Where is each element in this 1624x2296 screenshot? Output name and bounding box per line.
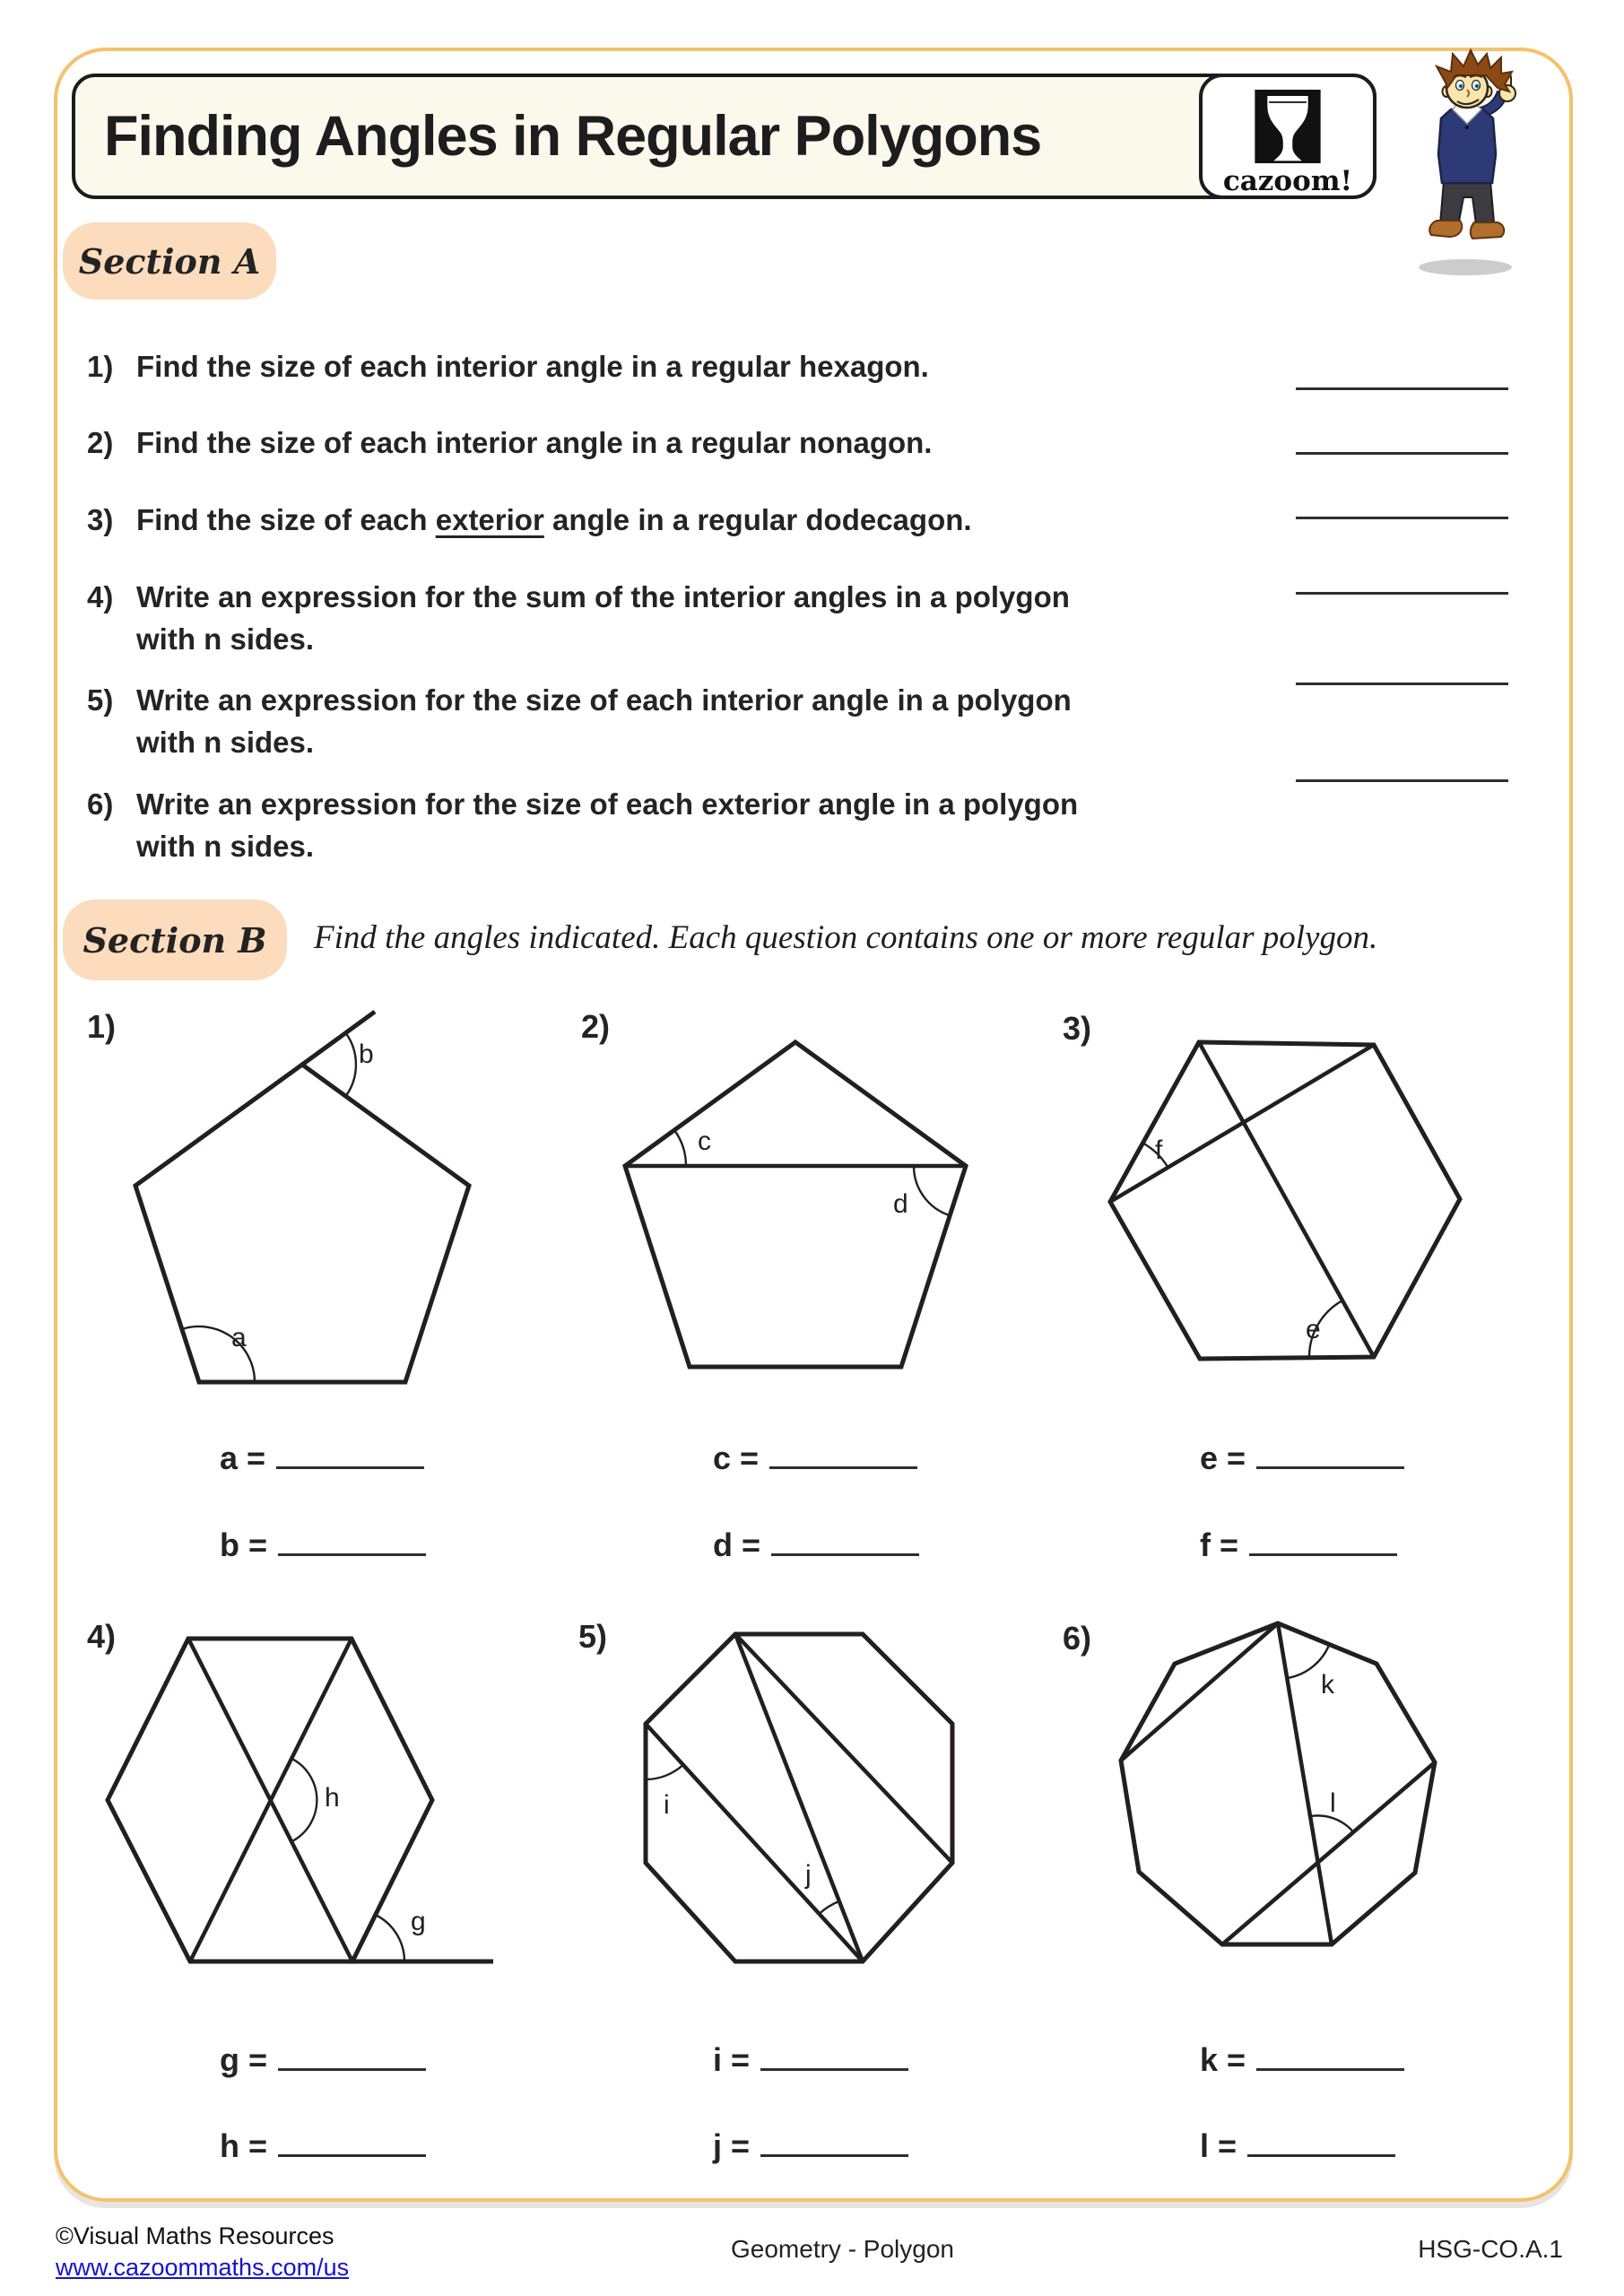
question-text: Find the size of each interior angle in a regular nonagon. bbox=[136, 426, 933, 459]
answer-label: i = bbox=[713, 2041, 751, 2078]
angle-label-g: g bbox=[411, 1907, 426, 1936]
question-text-underlined: exterior bbox=[435, 503, 544, 536]
answer-row-l bbox=[1200, 2118, 1395, 2165]
question-number: 1) bbox=[87, 350, 114, 383]
title-box bbox=[72, 74, 1376, 199]
answer-label: c = bbox=[713, 1439, 760, 1476]
answer-row-j bbox=[713, 2118, 908, 2165]
question-text-line2: with n sides. bbox=[136, 726, 315, 759]
answer-blank-q3 bbox=[1296, 517, 1508, 519]
angle-label-b: b bbox=[359, 1039, 374, 1069]
angle-label-h: h bbox=[325, 1783, 340, 1813]
problem-number-4: 4) bbox=[87, 1618, 117, 1655]
answer-blank bbox=[278, 2118, 426, 2157]
answer-label: g = bbox=[220, 2041, 268, 2078]
question-text-line2: with n sides. bbox=[136, 830, 315, 863]
diagram-2-pentagon bbox=[556, 987, 1058, 1408]
answer-label: b = bbox=[220, 1526, 268, 1563]
drum-icon bbox=[1255, 90, 1321, 163]
question-number: 6) bbox=[87, 787, 114, 821]
angle-label-i: i bbox=[664, 1790, 670, 1820]
footer-standard-code: HSG-CO.A.1 bbox=[1418, 2235, 1563, 2263]
answer-blank bbox=[1256, 1431, 1404, 1469]
answer-blank-q6 bbox=[1296, 779, 1508, 782]
answer-row-c bbox=[713, 1431, 917, 1477]
footer-topic: Geometry - Polygon bbox=[731, 2235, 954, 2263]
answer-row-b bbox=[220, 1518, 426, 1564]
answer-blank bbox=[278, 1518, 426, 1556]
footer-copyright-block bbox=[56, 2222, 349, 2282]
diagram-1-pentagon bbox=[54, 991, 556, 1413]
angle-label-a: a bbox=[231, 1323, 247, 1352]
logo-wordmark: cazoom! bbox=[1222, 165, 1353, 197]
question-text: Write an expression for the size of each exterior angle in a polygon bbox=[136, 787, 1079, 821]
answer-blank-q5 bbox=[1296, 683, 1508, 685]
problem-number-1: 1) bbox=[87, 1008, 117, 1045]
angle-label-k: k bbox=[1321, 1670, 1334, 1700]
answer-blank-q2 bbox=[1296, 452, 1508, 455]
question-text: Find the size of each bbox=[136, 503, 436, 536]
problem-number-3: 3) bbox=[1063, 1010, 1092, 1047]
answer-blank bbox=[1247, 2118, 1395, 2157]
problem-number-2: 2) bbox=[581, 1008, 611, 1045]
answer-blank bbox=[760, 2032, 908, 2071]
answer-blank-q1 bbox=[1296, 387, 1508, 390]
answer-row-d bbox=[713, 1518, 919, 1564]
problem-number-5: 5) bbox=[578, 1618, 608, 1655]
question-5 bbox=[87, 679, 1280, 763]
website-link[interactable]: www.cazoommaths.com/us bbox=[56, 2254, 350, 2281]
question-text: Write an expression for the size of each interior angle in a polygon bbox=[136, 683, 1072, 717]
answer-blank bbox=[276, 1431, 424, 1469]
answer-row-f bbox=[1200, 1518, 1397, 1564]
angle-label-f: f bbox=[1155, 1135, 1163, 1165]
question-number: 5) bbox=[87, 683, 114, 717]
answer-row-e bbox=[1200, 1431, 1404, 1477]
answer-label: e = bbox=[1200, 1439, 1246, 1476]
answer-row-h bbox=[220, 2118, 426, 2165]
question-6 bbox=[87, 783, 1280, 867]
question-2 bbox=[87, 422, 1280, 464]
answer-label: f = bbox=[1200, 1526, 1239, 1563]
diagram-5-octagon bbox=[592, 1614, 1094, 2036]
angle-label-d: d bbox=[893, 1189, 908, 1219]
question-4 bbox=[87, 576, 1280, 660]
section-a-label: Section A bbox=[63, 222, 276, 300]
diagram-6-nonagon bbox=[1058, 1614, 1578, 2045]
question-text: Write an expression for the sum of the interior angles in a polygon bbox=[136, 580, 1070, 613]
answer-label: a = bbox=[220, 1439, 266, 1476]
section-b-instruction: Find the angles indicated. Each question contains one or more regular polygon. bbox=[314, 919, 1378, 956]
copyright-text: ©Visual Maths Resources bbox=[56, 2222, 334, 2249]
answer-row-g bbox=[220, 2032, 426, 2079]
question-number: 4) bbox=[87, 580, 114, 613]
diagram-4-hexagon bbox=[54, 1614, 592, 2036]
angle-label-l: l bbox=[1330, 1788, 1336, 1818]
problem-number-6: 6) bbox=[1063, 1620, 1092, 1657]
answer-row-i bbox=[713, 2032, 908, 2079]
answer-blank bbox=[771, 1518, 919, 1556]
angle-label-c: c bbox=[698, 1126, 711, 1156]
question-3 bbox=[87, 499, 1280, 541]
answer-blank bbox=[1249, 1518, 1397, 1556]
question-number: 2) bbox=[87, 426, 114, 459]
section-b-label: Section B bbox=[63, 900, 287, 980]
answer-label: k = bbox=[1200, 2041, 1246, 2078]
question-text: Find the size of each interior angle in a regular hexagon. bbox=[136, 350, 929, 383]
answer-label: j = bbox=[713, 2127, 751, 2164]
answer-blank-q4 bbox=[1296, 592, 1508, 595]
cazoom-logo bbox=[1199, 74, 1376, 199]
answer-blank bbox=[278, 2032, 426, 2071]
answer-blank bbox=[769, 1431, 917, 1469]
answer-label: h = bbox=[220, 2127, 268, 2164]
question-number: 3) bbox=[87, 503, 114, 536]
answer-label: l = bbox=[1200, 2127, 1238, 2164]
answer-label: d = bbox=[713, 1526, 761, 1563]
question-text-line2: with n sides. bbox=[136, 622, 315, 656]
mascot-boy-illustration bbox=[1401, 47, 1535, 280]
answer-blank bbox=[760, 2118, 908, 2157]
page-title: Finding Angles in Regular Polygons bbox=[104, 105, 1042, 168]
angle-label-e: e bbox=[1306, 1315, 1321, 1344]
angle-label-j: j bbox=[805, 1860, 812, 1890]
answer-row-a bbox=[220, 1431, 424, 1477]
answer-blank bbox=[1256, 2032, 1404, 2071]
answer-row-k bbox=[1200, 2032, 1404, 2079]
question-1 bbox=[87, 345, 1280, 387]
question-text: angle in a regular dodecagon. bbox=[543, 503, 972, 536]
diagram-3-hexagon bbox=[1058, 987, 1560, 1408]
